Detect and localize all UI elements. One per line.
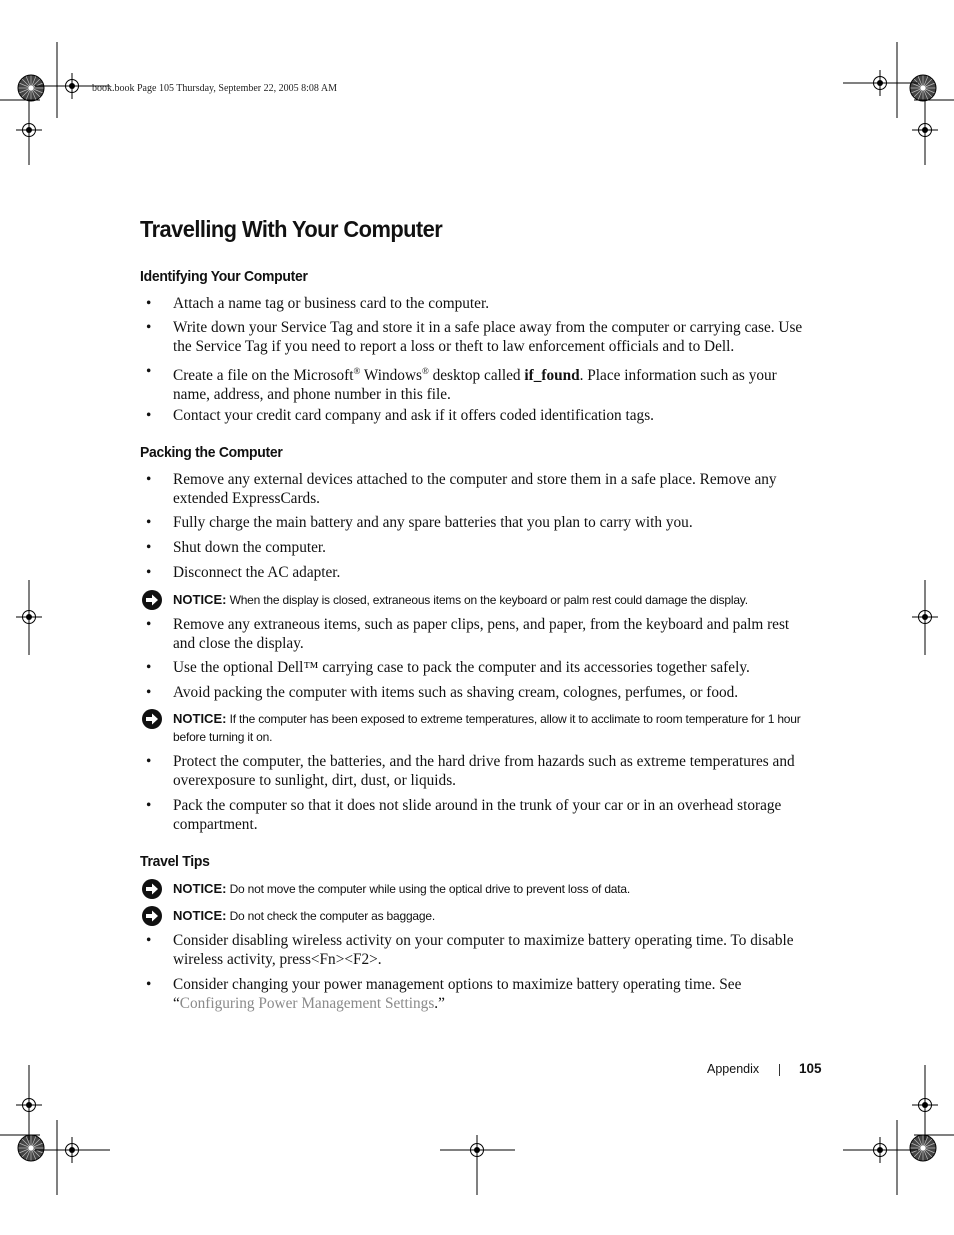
notice-label: NOTICE: <box>173 908 227 923</box>
notice-arrow-icon <box>142 906 162 926</box>
bullet-mark: • <box>146 976 152 993</box>
section-heading-packing: Packing the Computer <box>140 444 283 461</box>
power-management-settings-link[interactable]: Configuring Power Management Settings <box>179 995 435 1012</box>
list-item-text: Attach a name tag or business card to the computer. <box>173 295 490 312</box>
bullet-mark: • <box>146 407 152 424</box>
bullet-mark: • <box>146 616 152 633</box>
notice-text: When the display is closed, extraneous items on the keyboard or palm rest could damage the display. <box>226 593 748 607</box>
bullet-mark: • <box>146 363 152 380</box>
section-heading-identifying: Identifying Your Computer <box>140 268 308 285</box>
footer-section-label: Appendix <box>707 1062 760 1076</box>
list-item-text: Use the optional Dell™ carrying case to pack the computer and its accessories together safely. <box>173 659 750 676</box>
bullet-mark: • <box>146 659 152 676</box>
bullet-mark: • <box>146 514 152 531</box>
notice-label: NOTICE: <box>173 711 227 726</box>
list-item-text: Shut down the computer. <box>173 539 326 556</box>
notice-arrow-icon <box>142 879 162 899</box>
print-header-line: book.book Page 105 Thursday, September 22, 2005 8:08 AM <box>92 83 337 94</box>
notice-label: NOTICE: <box>173 592 227 607</box>
footer-divider <box>779 1064 780 1076</box>
bullet-mark: • <box>146 295 152 312</box>
filename-if-found: if_found <box>524 367 580 385</box>
list-item-text: Consider disabling wireless activity on your computer to maximize battery operating time. To disable wireless activity, press<Fn><F2>. <box>173 932 794 968</box>
section-heading-travel-tips: Travel Tips <box>140 853 210 870</box>
list-item-text: Pack the computer so that it does not slide around in the trunk of your car or in an overhead storage compartment. <box>173 797 782 833</box>
color-calibration-wheel-icon <box>18 75 44 101</box>
notice-text: Do not check the computer as baggage. <box>226 909 435 923</box>
bullet-mark: • <box>146 471 152 488</box>
page-number: 105 <box>799 1061 822 1076</box>
list-item-text: Create a file on the Microsoft® Windows® desktop called if_found. Place information such as your name, address, and phone number in this file. <box>173 366 777 404</box>
color-calibration-wheel-icon <box>910 75 936 101</box>
bullet-mark: • <box>146 753 152 770</box>
list-item-text: Consider changing your power management options to maximize battery operating time. See “Configuring Power Management Settings.” <box>173 976 742 1012</box>
bullet-mark: • <box>146 539 152 556</box>
notice-arrow-icon <box>142 709 162 729</box>
list-item-text: Remove any external devices attached to the computer and store them in a safe place. Remove any extended ExpressCards. <box>173 471 777 507</box>
bullet-mark: • <box>146 319 152 336</box>
bullet-mark: • <box>146 684 152 701</box>
notice-text: Do not move the computer while using the optical drive to prevent loss of data. <box>226 882 631 896</box>
list-item-text: Fully charge the main battery and any spare batteries that you plan to carry with you. <box>173 514 693 531</box>
notice-label: NOTICE: <box>173 881 227 896</box>
color-calibration-wheel-icon <box>910 1135 936 1161</box>
list-item-text: Avoid packing the computer with items such as shaving cream, colognes, perfumes, or food. <box>173 684 739 701</box>
notice-text: If the computer has been exposed to extreme temperatures, allow it to acclimate to room temperature for 1 hour before turning it on. <box>173 712 801 744</box>
bullet-mark: • <box>146 932 152 949</box>
bullet-mark: • <box>146 797 152 814</box>
list-item-text: Contact your credit card company and ask if it offers coded identification tags. <box>173 407 654 424</box>
list-item-text: Remove any extraneous items, such as paper clips, pens, and paper, from the keyboard and palm rest and close the display. <box>173 616 790 652</box>
notice-arrow-icon <box>142 590 162 610</box>
list-item-text: Write down your Service Tag and store it in a safe place away from the computer or carrying case. Use the Service Tag if you need to report a loss or theft to law enforcement officials and to Dell. <box>173 319 803 355</box>
color-calibration-wheel-icon <box>18 1135 44 1161</box>
list-item-text: Protect the computer, the batteries, and the hard drive from hazards such as extreme temperatures and overexposure to sunlight, dirt, dust, or liquids. <box>173 753 795 789</box>
bullet-mark: • <box>146 564 152 581</box>
list-item-text: Disconnect the AC adapter. <box>173 564 341 581</box>
page-title: Travelling With Your Computer <box>140 216 443 242</box>
